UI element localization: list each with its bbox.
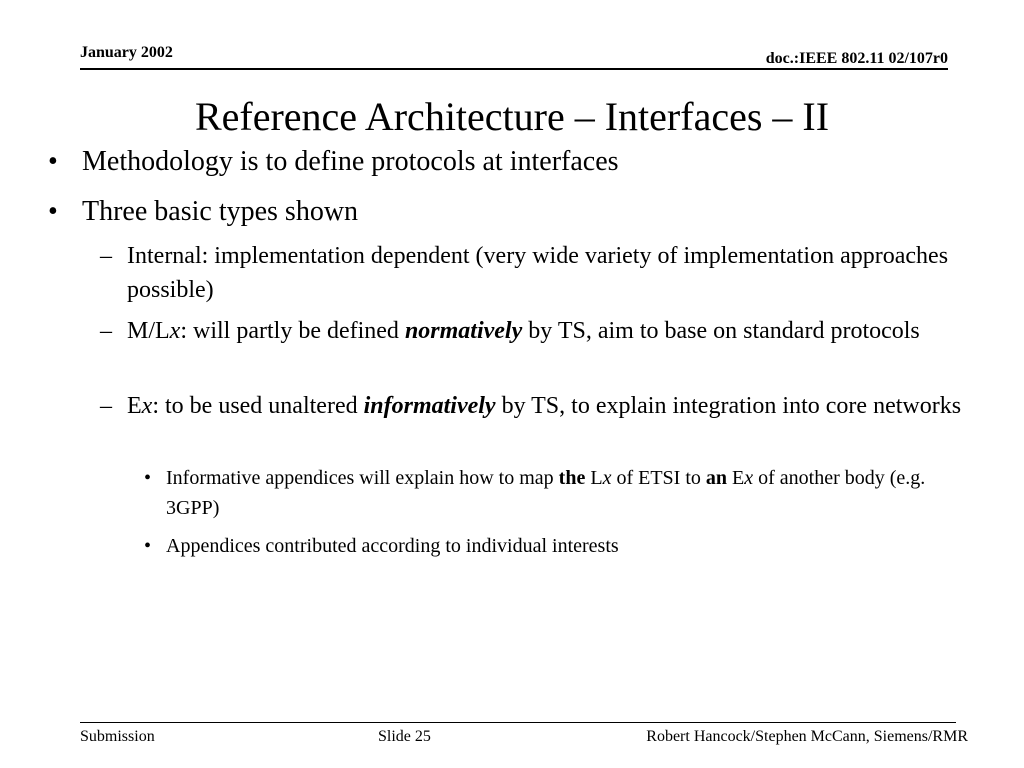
header-rule [80,68,948,70]
bullet-marker: • [48,196,58,227]
footer-slide-number: Slide 25 [378,728,431,745]
sub-bullet-e-x [100,389,970,423]
bullet-text: Three basic types shown [82,196,359,227]
slide-title: Reference Architecture – Interfaces – II [194,94,830,139]
sub-sub-bullet-contributed [144,531,964,561]
sub-bullet-text: M/Lx: will partly be defined normatively by TS, aim to base on standard protocols [127,318,920,344]
footer-submission: Submission [80,728,155,745]
sub-sub-bullet-appendices-map [144,463,964,523]
dash-marker: – [100,318,112,344]
bullet-marker: • [144,535,152,557]
footer-rule [80,722,956,723]
sub-bullet-text: Ex: to be used unaltered informatively by TS, to explain integration into core networks [127,393,962,419]
sub-bullet-ml-x [100,314,970,348]
bullet-text: Methodology is to define protocols at interfaces [82,146,619,177]
bullet-marker: • [48,146,58,177]
header-doc-id: doc.:IEEE 802.11 02/107r0 [765,50,948,67]
sub-bullet-internal [100,239,970,307]
emphasis-informatively: informatively [363,393,496,419]
sub-sub-bullet-text: Appendices contributed according to individual interests [166,535,619,557]
dash-marker: – [100,393,112,419]
sub-bullet-text: Internal: implementation dependent (very wide variety of implementation approaches possible) [127,243,949,303]
bullet-marker: • [144,467,152,489]
emphasis-normatively: normatively [404,318,523,344]
sub-sub-bullet-text: Informative appendices will explain how to map the Lx of ETSI to an Ex of another body (e.g. 3GPP) [166,467,926,519]
footer-authors: Robert Hancock/Stephen McCann, Siemens/RMR [646,728,968,745]
dash-marker: – [100,243,112,269]
header-date: January 2002 [80,44,173,61]
